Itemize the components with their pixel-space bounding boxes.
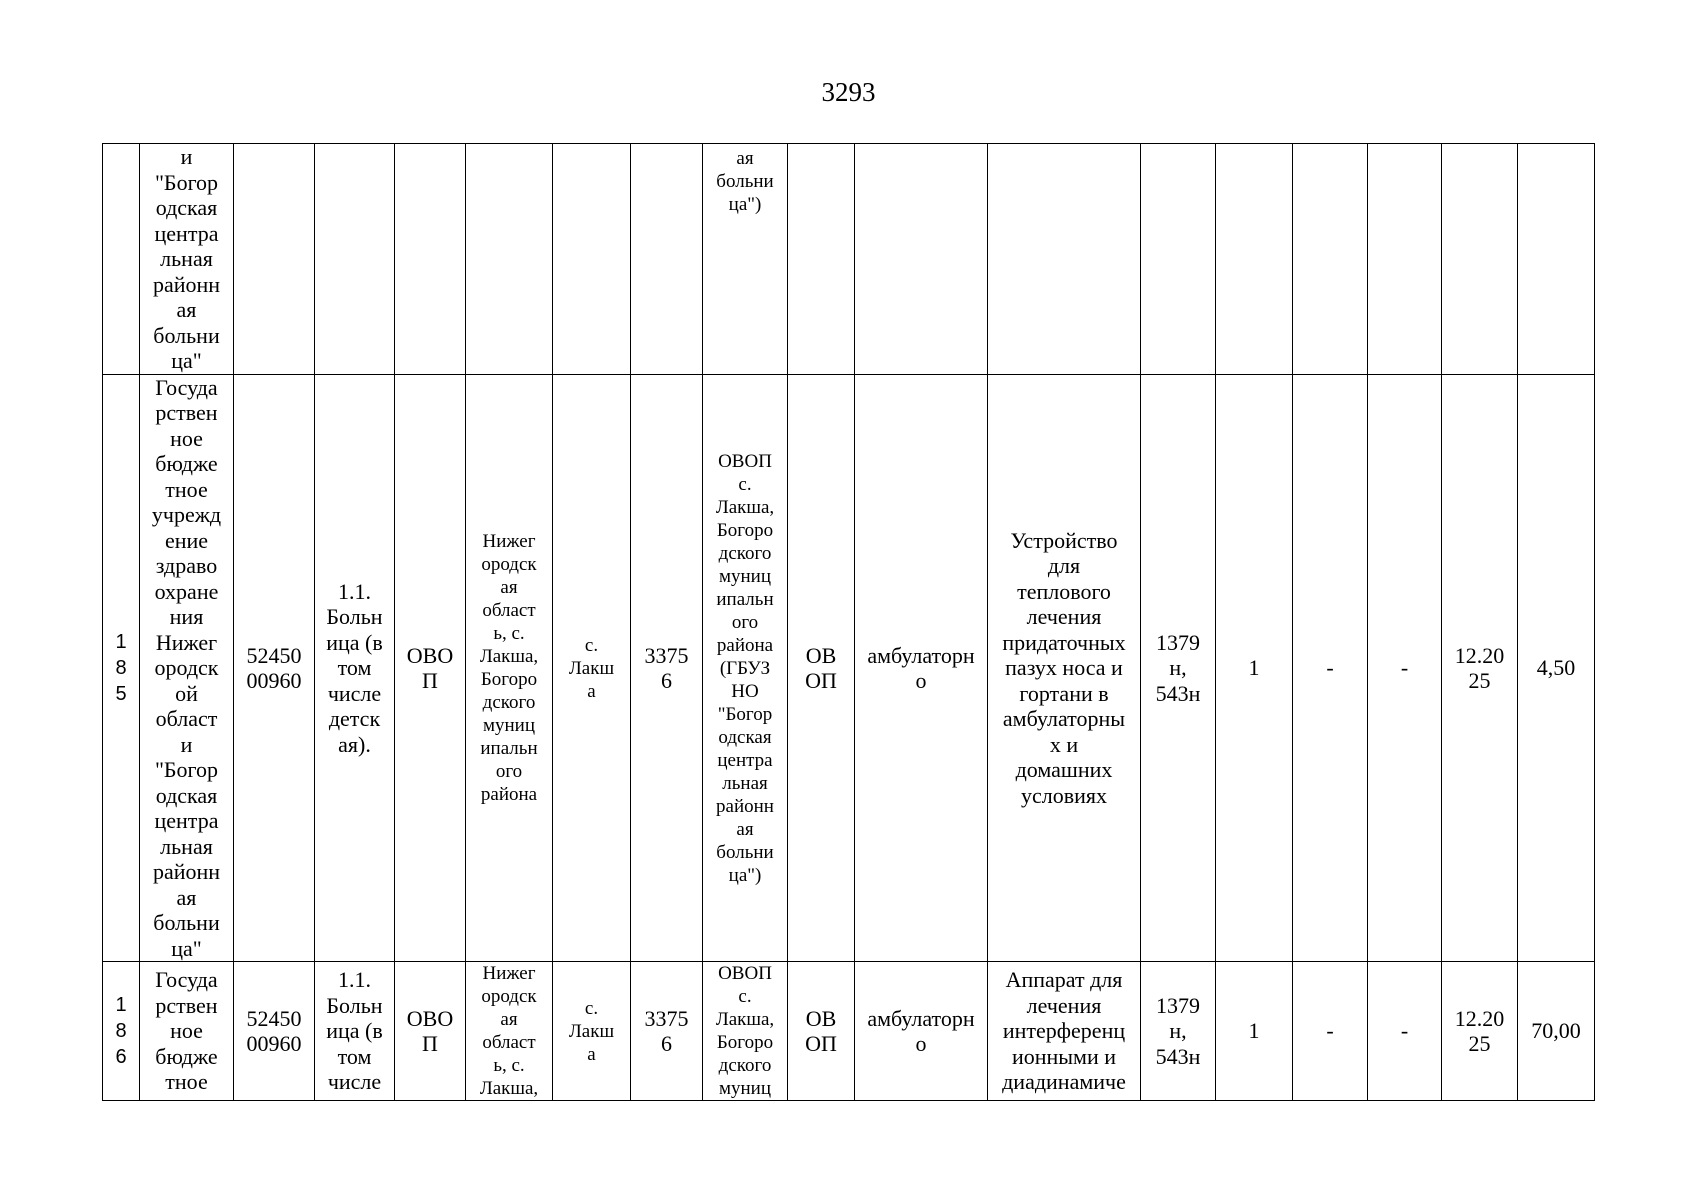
amount-cell: 70,00 [1518,962,1595,1101]
unit-abbrev-cell: ОВО П [395,962,466,1101]
unit-name-cell: ОВОП с. Лакша, Богоро дского муниц [703,962,788,1101]
dash-cell: - [1293,375,1368,962]
amount-cell: 4,50 [1518,375,1595,962]
regulation-cell [1141,144,1216,375]
page-number: 3293 [821,77,876,107]
unit-abbrev-cell: ОВО П [395,375,466,962]
settlement-cell: с. Лакш а [553,962,631,1101]
regulation-cell: 1379 н, 543н [1141,962,1216,1101]
dash-cell: - [1293,962,1368,1101]
unit-name-cell: ОВОП с. Лакша, Богоро дского муниц ипальн ого района (ГБУЗ НО "Богор одская центра льная районн ая больни ца") [703,375,788,962]
date-cell [1442,144,1518,375]
unit-short-cell [788,144,855,375]
care-form-cell [855,144,988,375]
address-cell: Нижег ородск ая област ь, с. Лакша, Богоро дского муниц ипальн ого района [466,375,553,962]
row-number-cell: 1 8 6 [103,962,140,1101]
row-number-cell [103,144,140,375]
dash-cell [1368,144,1442,375]
date-cell: 12.20 25 [1442,962,1518,1101]
facility-type-cell: 1.1. Больн ица (в том числе [315,962,395,1101]
equipment-cell: Устройство для теплового лечения придаточных пазух носа и гортани в амбулаторны х и домашних условиях [988,375,1141,962]
facility-type-cell [315,144,395,375]
equipment-table [102,143,1595,1101]
unit-short-cell: ОВ ОП [788,375,855,962]
unit-short-cell: ОВ ОП [788,962,855,1101]
unit-abbrev-cell [395,144,466,375]
unit-name-cell: ая больни ца") [703,144,788,375]
care-form-cell: амбулаторн о [855,962,988,1101]
organization-cell: Госуда рствен ное бюдже тное [140,962,234,1101]
number-code-cell: 3375 6 [631,375,703,962]
organization-cell: и "Богор одская центра льная районн ая больни ца" [140,144,234,375]
organization-cell: Госуда рствен ное бюдже тное учрежд ение здраво охране ния Нижег ородск ой област и "Богор одская центра льная районн ая больни ца" [140,375,234,962]
quantity-cell: 1 [1216,375,1293,962]
date-cell: 12.20 25 [1442,375,1518,962]
code-cell [234,144,315,375]
settlement-cell: с. Лакш а [553,375,631,962]
code-cell: 52450 00960 [234,962,315,1101]
equipment-cell: Аппарат для лечения интерференц ионными и диадинамиче [988,962,1141,1101]
quantity-cell [1216,144,1293,375]
dash-cell: - [1368,375,1442,962]
address-cell [466,144,553,375]
regulation-cell: 1379 н, 543н [1141,375,1216,962]
dash-cell: - [1368,962,1442,1101]
amount-cell [1518,144,1595,375]
facility-type-cell: 1.1. Больн ица (в том числе детск ая). [315,375,395,962]
row-number-cell: 1 8 5 [103,375,140,962]
number-code-cell: 3375 6 [631,962,703,1101]
quantity-cell: 1 [1216,962,1293,1101]
address-cell: Нижег ородск ая област ь, с. Лакша, [466,962,553,1101]
number-code-cell [631,144,703,375]
dash-cell [1293,144,1368,375]
equipment-cell [988,144,1141,375]
care-form-cell: амбулаторн о [855,375,988,962]
code-cell: 52450 00960 [234,375,315,962]
settlement-cell [553,144,631,375]
